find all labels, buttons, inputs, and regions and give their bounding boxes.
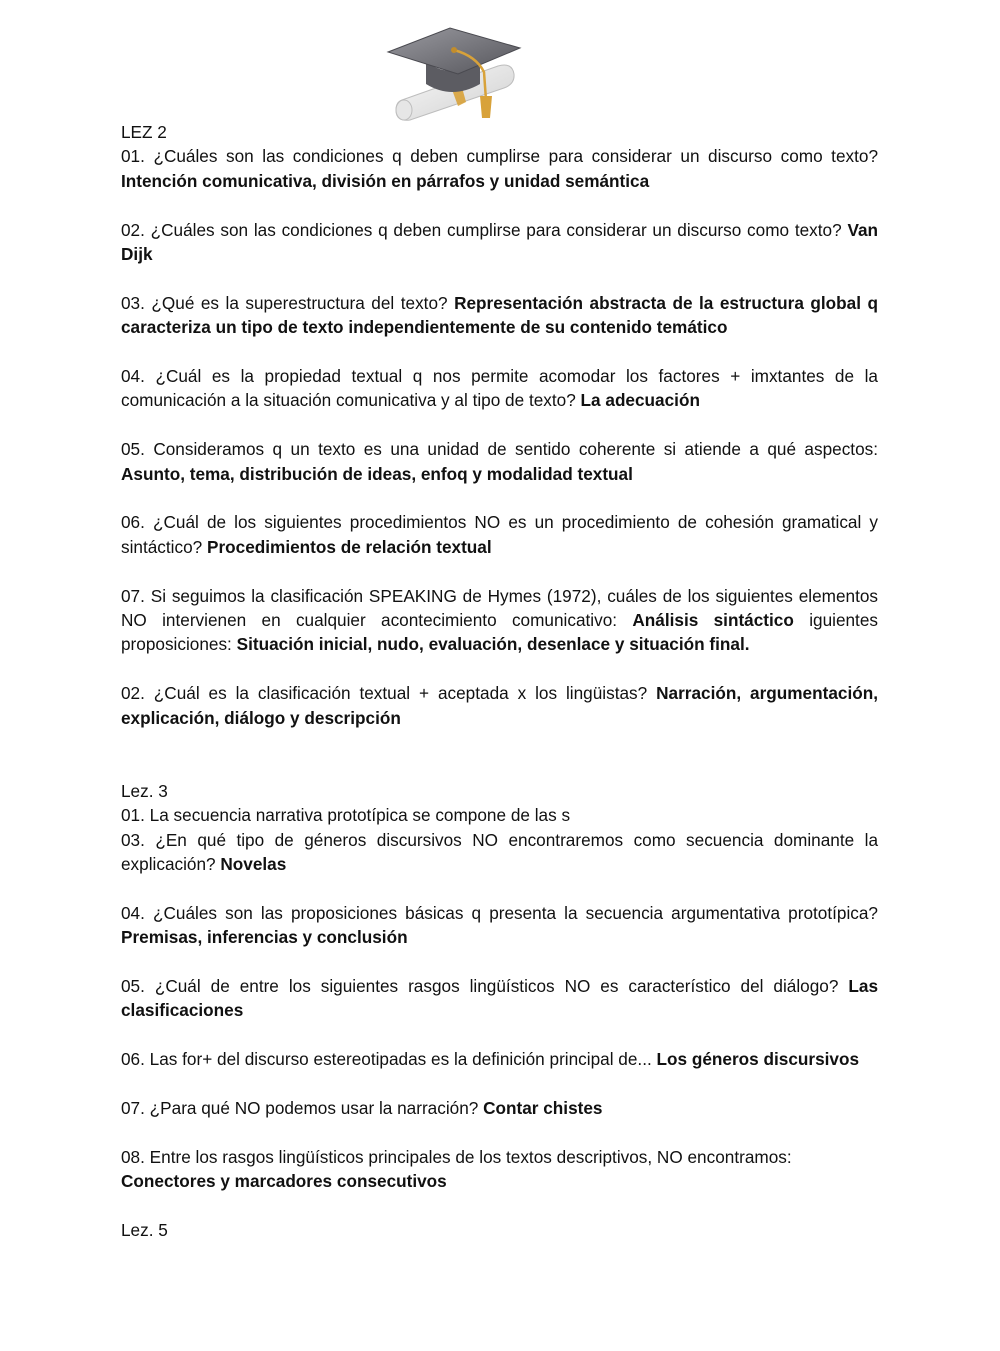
question-item [121,144,878,193]
question-text: 06. ¿Cuál de los siguientes procedimientos NO es un procedimiento de cohesión gramatical y sintáctico? [121,512,878,557]
answer-text: Premisas, inferencias y conclusión [121,927,408,948]
answer-text: Intención comunicativa, división en párrafos y unidad semántica [121,170,650,191]
question-text: 04. ¿Cuál es la propiedad textual q nos permite acomodar los factores + imxtantes de la comunicación a la situación comunicativa y al tipo de texto? [121,366,878,411]
question-item [121,901,878,950]
question-item [121,828,878,877]
answer-text: Representación abstracta de la estructura global q caracteriza un tipo de texto independientemente de su contenido temático [121,292,878,338]
question-text: 02. ¿Cuáles son las condiciones q deben cumplirse para considerar un discurso como texto? [121,219,842,240]
question-item [121,437,878,486]
question-item [121,510,878,559]
answer-text: La adecuación [580,390,700,411]
question-text: 06. Las for+ del discurso estereotipadas es la definición principal de... [121,1049,652,1070]
question-text: 04. ¿Cuáles son las proposiciones básicas q presenta la secuencia argumentativa prototípica? [121,902,878,923]
answer-text: Novelas [220,854,287,875]
question-text: 05. ¿Cuál de entre los siguientes rasgos lingüísticos NO es característico del diálogo? [121,976,839,997]
question-text: 08. Entre los rasgos lingüísticos principales de los textos descriptivos, NO encontramos: [121,1146,792,1167]
question-text: 07. Si seguimos la clasificación SPEAKING de Hymes (1972), cuáles de los siguientes elementos NO intervienen en cualquier acontecimiento comunicativo: [121,585,878,631]
question-intro-text: 01. La secuencia narrativa prototípica se compone de las s [121,805,571,826]
answer-text: Narración, argumentación, explicación, diálogo y descripción [121,683,879,728]
question-item [121,218,878,267]
question-text: 07. ¿Para qué NO podemos usar la narración? [121,1098,479,1119]
section-heading-lez3: Lez. 3 [121,780,168,801]
answer-text: Procedimientos de relación textual [207,536,492,557]
answer-text: Análisis sintáctico [632,610,794,631]
question-text: 05. Consideramos q un texto es una unidad de sentido coherente si atiende a qué aspectos: [121,439,878,460]
question-item [121,1096,878,1120]
answer-text: Asunto, tema, distribución de ideas, enfoq y modalidad textual [121,463,633,484]
question-text-continuation: iguientes proposiciones: [121,610,878,655]
graduation-cap-diploma-icon [380,22,525,122]
answer-text-continuation: Situación inicial, nudo, evaluación, desenlace y situación final. [236,634,750,655]
answer-text: Las clasificaciones [121,976,879,1021]
question-item [121,1145,878,1194]
question-item [121,1047,878,1071]
answer-text: Los géneros discursivos [656,1049,860,1070]
question-text: 03. ¿En qué tipo de géneros discursivos NO encontraremos como secuencia dominante la explicación? [121,829,878,875]
question-text: 03. ¿Qué es la superestructura del texto? [121,292,448,313]
answer-text: Contar chistes [483,1098,603,1119]
question-text: 01. ¿Cuáles son las condiciones q deben cumplirse para considerar un discurso como texto? [121,146,878,167]
question-item [121,681,878,730]
question-text: 02. ¿Cuál es la clasificación textual + aceptada x los lingüistas? [121,683,648,704]
section-heading-lez2: LEZ 2 [121,122,167,142]
question-item [121,291,878,340]
answer-text: Conectores y marcadores consecutivos [121,1171,447,1192]
answer-text: Van Dijk [121,219,879,265]
question-item [121,364,878,413]
question-item [121,584,878,657]
question-item [121,974,878,1023]
section-heading-lez5: Lez. 5 [121,1220,168,1241]
document-body [121,120,878,1242]
